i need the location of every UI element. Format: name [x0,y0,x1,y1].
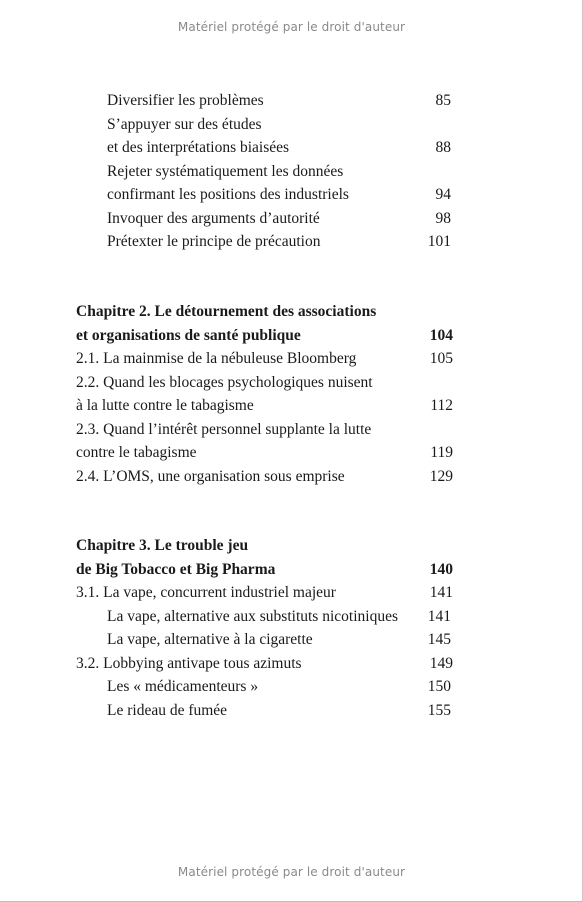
toc-entry-title: Rejeter systématiquement les données [107,162,344,180]
toc-entry [76,160,454,184]
toc-entry-title: 2.3. Quand l’intérêt personnel supplante la lutte [76,420,372,438]
toc-entry [76,652,454,676]
toc-entry-page: 98 [435,209,451,227]
toc-entry [76,183,454,207]
chapter-page: 140 [429,560,453,578]
toc-entry [76,89,454,113]
chapter-title: et organisations de santé publique [76,326,301,344]
copyright-watermark-bottom: Matériel protégé par le droit d'auteur [177,865,406,879]
copyright-watermark-top: Matériel protégé par le droit d'auteur [177,20,406,34]
toc-entry-page: 105 [429,350,453,367]
toc-entry-title: La vape, alternative aux substituts nicotiniques [107,607,398,625]
toc-entry [76,699,454,723]
toc-entry-title: 2.2. Quand les blocages psychologiques nuisent [76,373,373,391]
toc-entry [76,675,454,699]
chapter-title: de Big Tobacco et Big Pharma [76,560,276,578]
toc-entry [76,113,454,137]
toc-entry-title: Prétexter le principe de précaution [107,233,321,250]
toc-entry [76,207,454,231]
toc-entry-page: 150 [427,678,451,695]
toc-entry-title: 2.4. L’OMS, une organisation sous emprise [76,467,345,485]
toc-entry-title: 3.1. La vape, concurrent industriel majeur [76,584,336,601]
toc-chapter-3 [76,534,454,722]
toc-entry [76,371,454,395]
toc-entry-title: Diversifier les problèmes [107,92,264,109]
toc-entry-page: 94 [435,186,451,203]
toc-entry-title: La vape, alternative à la cigarette [107,631,313,648]
chapter-title-line [76,300,454,324]
toc-entry-title: et des interprétations biaisées [107,139,290,156]
toc-entry [76,394,454,418]
toc-entry-page: 119 [430,444,453,461]
toc-entry-page: 101 [427,233,451,250]
toc-entry-page: 145 [427,631,451,648]
toc-entry-page: 141 [429,584,453,601]
toc-entry-page: 112 [430,397,453,414]
toc-chapter-2 [76,300,454,488]
toc-entry-page: 88 [435,139,451,156]
chapter-title: Chapitre 3. Le trouble jeu [76,537,249,554]
toc-entry [76,418,454,442]
chapter-title-line [76,324,454,348]
toc-entry-title: confirmant les positions des industriels [107,186,349,203]
chapter-page: 104 [429,326,453,344]
toc-entry-title: 2.1. La mainmise de la nébuleuse Bloomberg [76,350,357,367]
toc-entry-title: 3.2. Lobbying antivape tous azimuts [76,654,302,672]
toc-entry-title: contre le tabagisme [76,444,197,461]
toc-entry-title: Les « médicamenteurs » [107,678,259,695]
toc-entry-page: 155 [427,701,451,719]
toc-entry-page: 149 [429,654,453,672]
toc-entry-title: Le rideau de fumée [107,701,228,719]
chapter-title-line [76,558,454,582]
toc-entry-title: Invoquer des arguments d’autorité [107,209,320,227]
toc-entry [76,465,454,489]
chapter-title-line [76,534,454,558]
toc-entry [76,347,454,371]
toc-entry-page: 141 [427,607,451,625]
toc-entry [76,605,454,629]
toc-entry-title: à la lutte contre le tabagisme [76,397,254,414]
toc-entry-title: S’appuyer sur des études [107,115,262,133]
toc-entry [76,581,454,605]
toc-entry [76,441,454,465]
toc-entry-page: 129 [429,467,453,485]
chapter-title: Chapitre 2. Le détournement des associations [76,303,377,320]
toc-entry [76,230,454,254]
toc-section-continuation [76,89,454,254]
toc-entry [76,136,454,160]
toc-entry [76,628,454,652]
toc-entry-page: 85 [435,92,451,109]
